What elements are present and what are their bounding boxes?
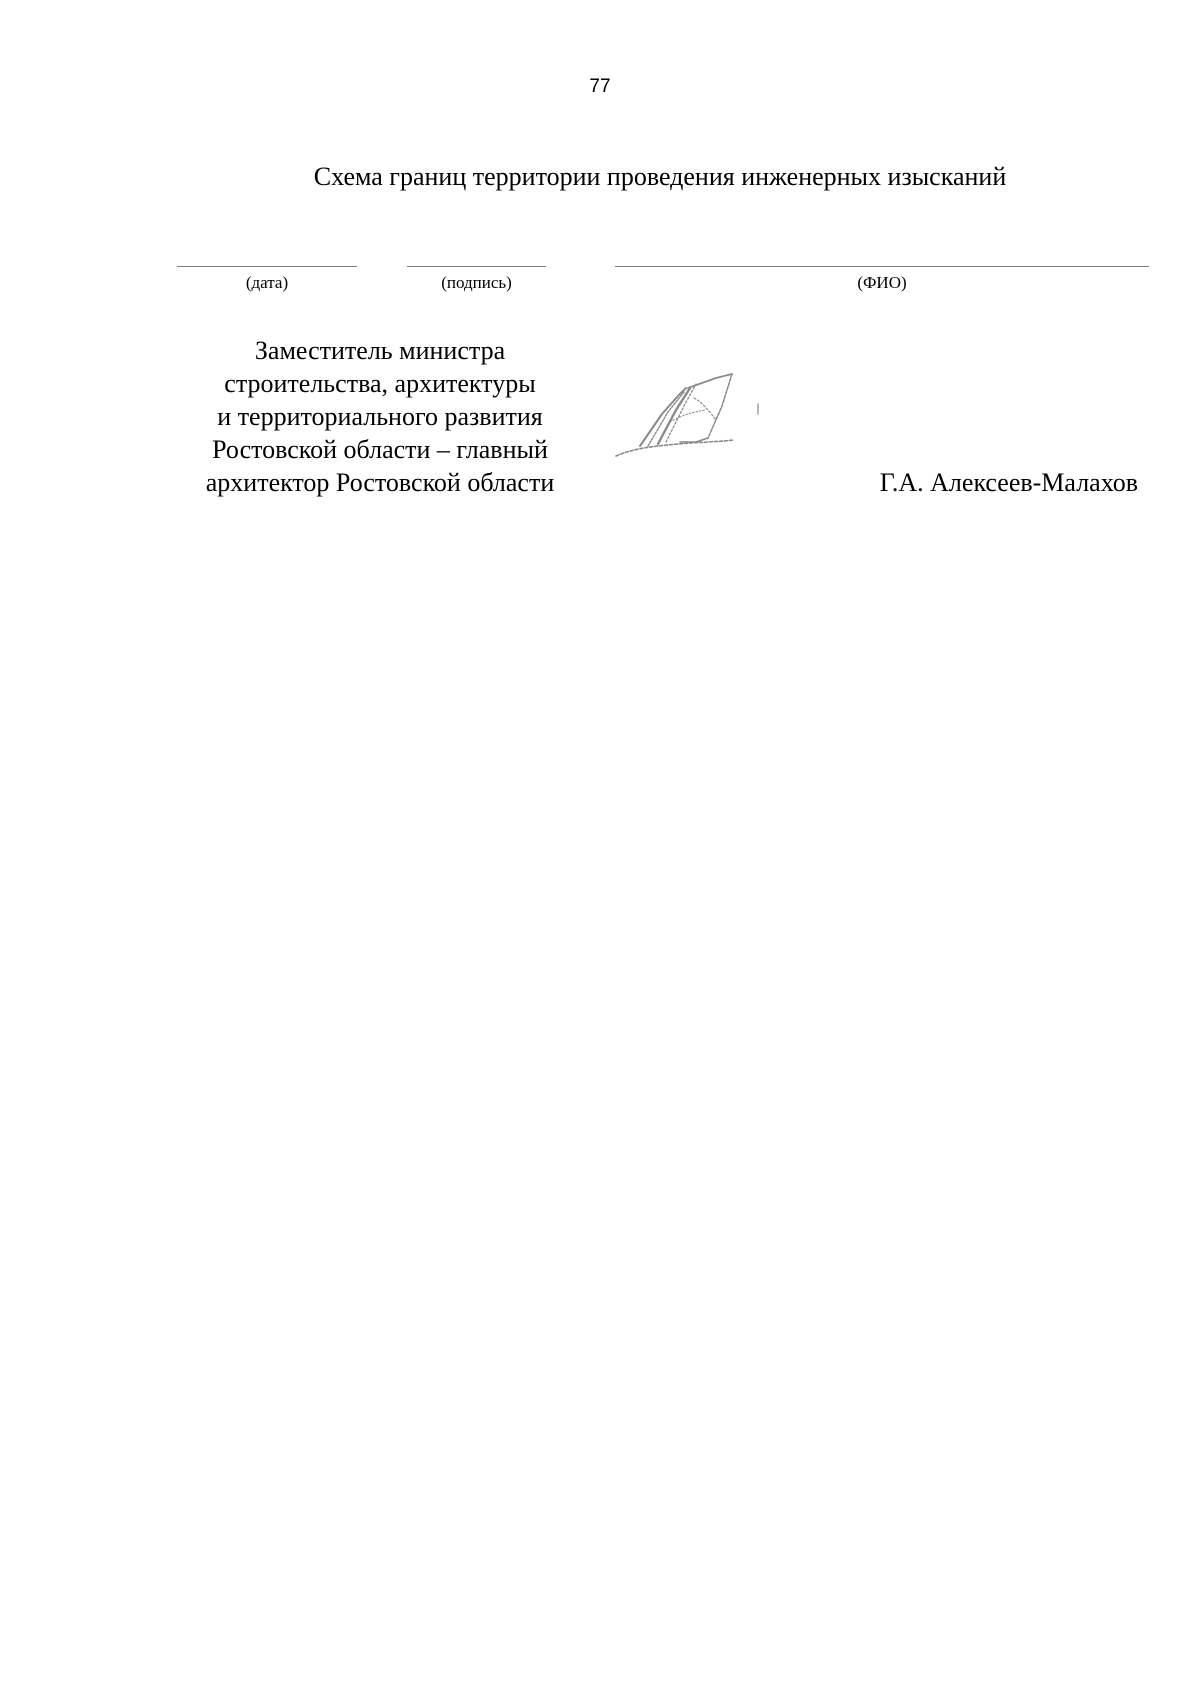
signature-line [407, 266, 546, 267]
date-caption: (дата) [245, 273, 289, 292]
page-number: 77 [589, 76, 611, 97]
position-line-4: Ростовской области – главный [212, 435, 548, 464]
document-heading: Схема границ территории проведения инженерных изысканий [313, 162, 1007, 191]
signature-field [407, 266, 546, 293]
signer-name: Г.А. Алексеев-Малахов [879, 468, 1138, 497]
position-line-5: архитектор Ростовской области [205, 468, 555, 497]
position-line-2: строительства, архитектуры [224, 369, 536, 398]
position-line-1: Заместитель министра [254, 336, 506, 365]
signature-caption: (подпись) [441, 273, 512, 292]
handwritten-signature-icon [610, 362, 780, 462]
position-line-3: и территориального развития [217, 402, 543, 431]
signer-position [160, 334, 600, 499]
full-name-caption: (ФИО) [857, 273, 907, 292]
full-name-field [615, 266, 1149, 293]
date-line [177, 266, 357, 267]
full-name-line [615, 266, 1149, 267]
date-field [177, 266, 357, 293]
